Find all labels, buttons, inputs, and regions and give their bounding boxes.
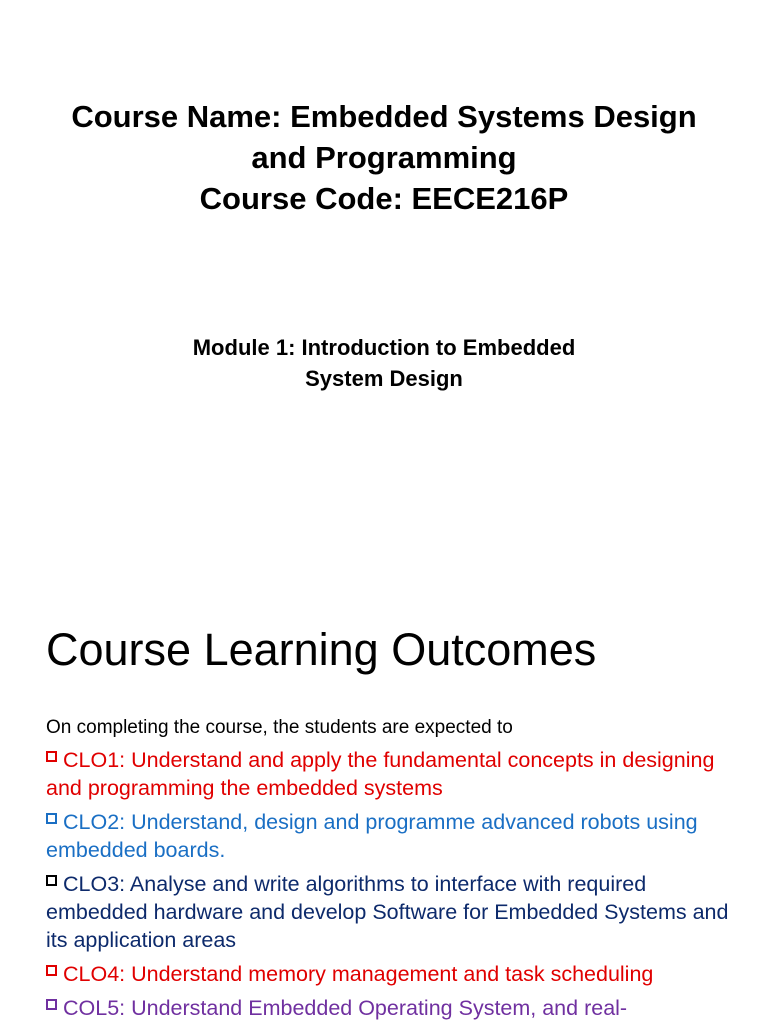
- square-bullet-icon: [46, 999, 57, 1010]
- list-item: [46, 808, 736, 864]
- outcome-text: CLO3: Analyse and write algorithms to interface with required embedded hardware and develop Software for Embedded Systems and its application areas: [46, 872, 729, 952]
- course-code: Course Code: EECE216P: [199, 181, 569, 216]
- list-item: [46, 994, 736, 1022]
- list-item: [46, 960, 736, 988]
- list-item: [46, 870, 736, 954]
- intro-text: On completing the course, the students are expected to: [46, 717, 513, 738]
- outcome-text: COL5: Understand Embedded Operating System, and real-: [63, 996, 628, 1020]
- section-heading: Course Learning Outcomes: [46, 624, 597, 675]
- square-bullet-icon: [46, 965, 57, 976]
- learning-outcomes-list: [46, 746, 736, 1024]
- square-bullet-icon: [46, 813, 57, 824]
- course-title-block: [0, 96, 768, 219]
- outcome-text: CLO2: Understand, design and programme advanced robots using embedded boards.: [46, 810, 698, 862]
- course-name-continued: and Programming: [251, 140, 517, 175]
- module-title: [0, 332, 768, 394]
- module-title-line2: System Design: [305, 366, 463, 391]
- module-title-line1: Module 1: Introduction to Embedded: [192, 335, 576, 360]
- outcome-text: CLO1: Understand and apply the fundamental concepts in designing and programming the embedded systems: [46, 748, 715, 800]
- outcome-text: CLO4: Understand memory management and task scheduling: [63, 962, 654, 986]
- square-bullet-icon: [46, 751, 57, 762]
- course-name: Course Name: Embedded Systems Design: [71, 99, 697, 134]
- square-bullet-icon: [46, 875, 57, 886]
- list-item: [46, 746, 736, 802]
